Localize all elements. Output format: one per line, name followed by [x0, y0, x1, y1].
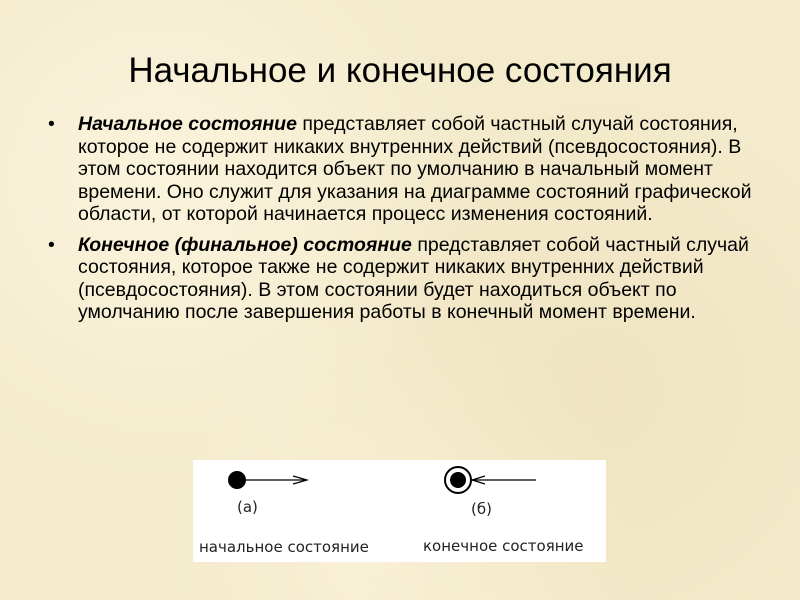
final-state-symbol — [445, 467, 536, 493]
bullet-term: Начальное состояние — [78, 113, 297, 135]
initial-state-letter: (а) — [237, 498, 258, 516]
final-state-caption: конечное состояние — [423, 537, 584, 555]
slide-title: Начальное и конечное состояния — [128, 51, 672, 90]
bullet-marker: • — [48, 113, 55, 135]
bullet-term: Конечное (финальное) состояние — [78, 233, 412, 256]
initial-state-caption: начальное состояние — [199, 538, 369, 556]
bullet-text: представляет собой частный случай состояния, которое также не содержит никаких внутренних действий (псевдосостояния). В этом состоянии будет находиться объект по умолчанию после завершения работы в конечный момент времени. — [78, 233, 749, 323]
bullet-list — [48, 113, 778, 324]
bullet-text: представляет собой частный случай состояния, которое не содержит никаких внутренних действий (псевдосостояния). В этом состоянии находится объект по умолчанию в начальный момент времени. Оно служит для указания на диаграмме состояний графической области, от которой начинается процесс изменения состояний. — [78, 113, 752, 225]
bullet-final-state — [48, 233, 778, 324]
initial-state-symbol — [228, 471, 307, 489]
state-diagram-figure — [193, 460, 606, 562]
bullet-initial-state — [48, 113, 778, 226]
final-state-letter: (б) — [471, 500, 492, 518]
bullet-marker: • — [48, 233, 55, 256]
